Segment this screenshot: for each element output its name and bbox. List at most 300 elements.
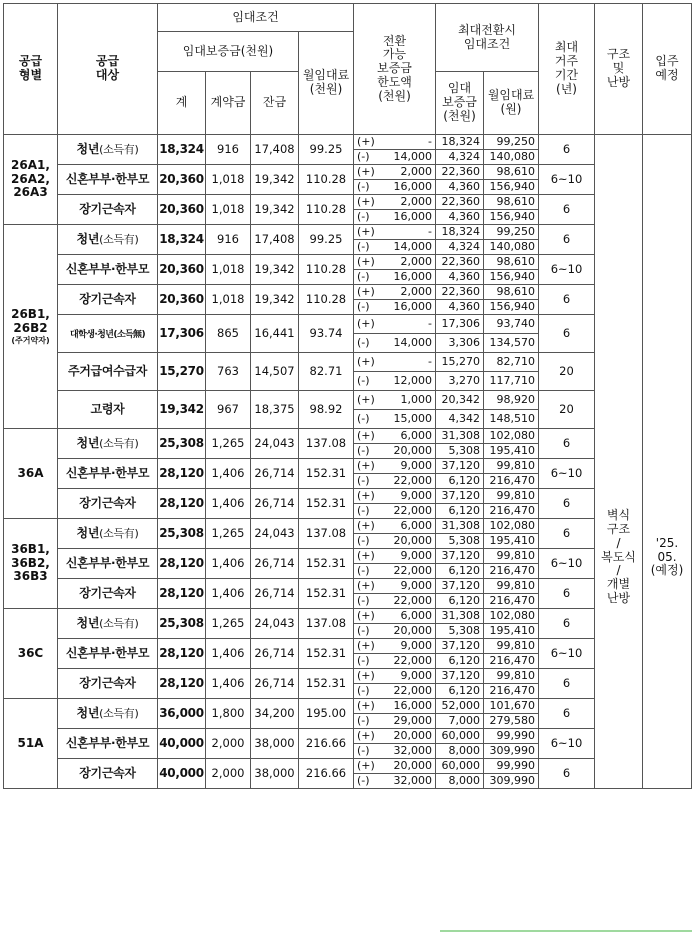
conversion-sign: (+): [357, 316, 375, 330]
deposit-contract: 1,265: [206, 609, 251, 639]
conversion-limit-cell: [354, 180, 436, 195]
conversion-limit-cell: [354, 300, 436, 315]
supply-target-label: 신혼부부·한부모: [65, 645, 150, 660]
supply-target-label: 청년: [76, 705, 100, 720]
converted-deposit: 15,270: [436, 353, 484, 372]
converted-rent: 216,470: [484, 504, 539, 519]
supply-target-cell: [58, 729, 158, 759]
conversion-sign: (+): [357, 608, 375, 622]
conversion-sign: (+): [357, 392, 375, 406]
monthly-rent: 152.31: [299, 639, 354, 669]
table-row: [4, 353, 692, 372]
header-move-in: 입주 예정: [643, 4, 692, 135]
header-total: 계: [158, 72, 206, 135]
conversion-limit-cell: [354, 534, 436, 549]
converted-rent: 101,670: [484, 699, 539, 714]
conversion-amount: 32,000: [393, 773, 432, 787]
conversion-sign: (-): [357, 373, 370, 387]
monthly-rent: 137.08: [299, 609, 354, 639]
conversion-sign: (+): [357, 428, 375, 442]
max-period: 20: [539, 353, 595, 391]
converted-rent: 216,470: [484, 684, 539, 699]
conversion-sign: (-): [357, 209, 370, 223]
converted-rent: 102,080: [484, 609, 539, 624]
conversion-amount: 16,000: [393, 179, 432, 193]
monthly-rent: 216.66: [299, 729, 354, 759]
header-conversion-limit: 전환 가능 보증금 한도액 (천원): [354, 4, 436, 135]
supply-target-sublabel: (소득有): [99, 526, 139, 540]
conversion-sign: (-): [357, 269, 370, 283]
supply-target-label: 장기근속자: [79, 291, 136, 306]
converted-deposit: 31,308: [436, 609, 484, 624]
conversion-sign: (-): [357, 473, 370, 487]
converted-deposit: 6,120: [436, 504, 484, 519]
supply-target-label: 청년: [76, 435, 100, 450]
deposit-contract: 1,265: [206, 519, 251, 549]
deposit-total: 40,000: [158, 729, 206, 759]
deposit-balance: 34,200: [251, 699, 299, 729]
deposit-contract: 1,265: [206, 429, 251, 459]
conversion-sign: (+): [357, 134, 375, 148]
converted-rent: 216,470: [484, 654, 539, 669]
table-row: [4, 459, 692, 474]
supply-target-sublabel: (소득有): [99, 436, 139, 450]
supply-target-cell: [58, 429, 158, 459]
converted-rent: 117,710: [484, 372, 539, 391]
conversion-sign: (-): [357, 653, 370, 667]
deposit-total: 18,324: [158, 225, 206, 255]
conversion-amount: 20,000: [393, 623, 432, 637]
conversion-sign: (+): [357, 284, 375, 298]
converted-rent: 156,940: [484, 270, 539, 285]
header-deposit: 임대보증금(천원): [158, 32, 299, 72]
deposit-contract: 763: [206, 353, 251, 391]
converted-deposit: 18,324: [436, 135, 484, 150]
conversion-sign: (-): [357, 239, 370, 253]
supply-target-label: 고령자: [90, 401, 125, 416]
max-period: 6: [539, 669, 595, 699]
conversion-limit-cell: [354, 759, 436, 774]
conversion-limit-cell: [354, 165, 436, 180]
conversion-amount: 22,000: [393, 473, 432, 487]
supply-target-label: 신혼부부·한부모: [65, 555, 150, 570]
converted-rent: 93,740: [484, 315, 539, 334]
conversion-limit-cell: [354, 195, 436, 210]
deposit-balance: 24,043: [251, 519, 299, 549]
supply-target-cell: [58, 489, 158, 519]
deposit-balance: 17,408: [251, 135, 299, 165]
monthly-rent: 152.31: [299, 669, 354, 699]
table-row: [4, 255, 692, 270]
conversion-limit-cell: [354, 429, 436, 444]
header-max-period: 최대 거주 기간 (년): [539, 4, 595, 135]
conversion-sign: (-): [357, 335, 370, 349]
conversion-limit-cell: [354, 410, 436, 429]
conversion-sign: (-): [357, 149, 370, 163]
supply-type-cell: [4, 519, 58, 609]
conversion-limit-cell: [354, 135, 436, 150]
converted-rent: 140,080: [484, 150, 539, 165]
max-period: 6~10: [539, 165, 595, 195]
rental-conditions-table: [3, 3, 692, 789]
converted-deposit: 4,360: [436, 210, 484, 225]
monthly-rent: 152.31: [299, 459, 354, 489]
conversion-amount: 20,000: [393, 728, 432, 742]
conversion-amount: 16,000: [393, 698, 432, 712]
max-period: 6~10: [539, 549, 595, 579]
converted-rent: 98,920: [484, 391, 539, 410]
max-period: 6: [539, 579, 595, 609]
deposit-balance: 26,714: [251, 639, 299, 669]
conversion-sign: (+): [357, 728, 375, 742]
deposit-contract: 1,406: [206, 489, 251, 519]
conversion-sign: (-): [357, 443, 370, 457]
supply-target-sublabel: (소득有): [99, 616, 139, 630]
supply-target-cell: [58, 669, 158, 699]
deposit-total: 25,308: [158, 609, 206, 639]
header-contract: 계약금: [206, 72, 251, 135]
converted-deposit: 37,120: [436, 579, 484, 594]
supply-target-label: 청년: [76, 141, 100, 156]
deposit-contract: 2,000: [206, 729, 251, 759]
conversion-limit-cell: [354, 255, 436, 270]
supply-target-label: 장기근속자: [79, 495, 136, 510]
max-period: 6: [539, 699, 595, 729]
deposit-balance: 19,342: [251, 285, 299, 315]
supply-target-sublabel: (소득有): [99, 232, 139, 246]
header-conv-deposit: 임대 보증금 (천원): [436, 72, 484, 135]
converted-deposit: 6,120: [436, 474, 484, 489]
conversion-amount: 22,000: [393, 683, 432, 697]
deposit-total: 25,308: [158, 429, 206, 459]
header-supply-target: 공급 대상: [58, 4, 158, 135]
conversion-amount: 9,000: [400, 548, 432, 562]
header-conv-rent: 월임대료 (원): [484, 72, 539, 135]
supply-target-sublabel: (소득有): [99, 706, 139, 720]
max-period: 6~10: [539, 639, 595, 669]
supply-type-label: 26A1, 26A2, 26A3: [11, 157, 50, 200]
converted-rent: 279,580: [484, 714, 539, 729]
header-rental-conditions: 임대조건: [158, 4, 354, 32]
converted-deposit: 5,308: [436, 444, 484, 459]
deposit-balance: 16,441: [251, 315, 299, 353]
header-supply-type: 공급 형별: [4, 4, 58, 135]
conversion-amount: 14,000: [393, 149, 432, 163]
deposit-total: 18,324: [158, 135, 206, 165]
table-row: [4, 429, 692, 444]
conversion-limit-cell: [354, 444, 436, 459]
converted-rent: 99,810: [484, 669, 539, 684]
deposit-total: 36,000: [158, 699, 206, 729]
deposit-total: 20,360: [158, 165, 206, 195]
converted-deposit: 8,000: [436, 774, 484, 789]
converted-rent: 98,610: [484, 195, 539, 210]
table-row: [4, 549, 692, 564]
conversion-limit-cell: [354, 774, 436, 789]
supply-target-label: 신혼부부·한부모: [65, 171, 150, 186]
conversion-sign: (+): [357, 458, 375, 472]
table-row: [4, 135, 692, 150]
monthly-rent: 110.28: [299, 165, 354, 195]
conversion-sign: (-): [357, 623, 370, 637]
conversion-sign: (-): [357, 179, 370, 193]
deposit-total: 28,120: [158, 669, 206, 699]
supply-target-cell: [58, 285, 158, 315]
conversion-limit-cell: [354, 504, 436, 519]
supply-type-cell: [4, 609, 58, 699]
supply-type-label: 26B1, 26B2: [11, 307, 50, 335]
conversion-sign: (-): [357, 563, 370, 577]
conversion-amount: 22,000: [393, 653, 432, 667]
conversion-sign: (+): [357, 254, 375, 268]
deposit-balance: 26,714: [251, 669, 299, 699]
conversion-limit-cell: [354, 579, 436, 594]
conversion-sign: (-): [357, 299, 370, 313]
max-period: 20: [539, 391, 595, 429]
converted-deposit: 5,308: [436, 624, 484, 639]
converted-rent: 195,410: [484, 444, 539, 459]
converted-rent: 102,080: [484, 519, 539, 534]
table-row: [4, 759, 692, 774]
converted-rent: 99,250: [484, 225, 539, 240]
converted-deposit: 31,308: [436, 519, 484, 534]
conversion-limit-cell: [354, 564, 436, 579]
supply-target-cell: [58, 135, 158, 165]
deposit-contract: 865: [206, 315, 251, 353]
conversion-amount: 9,000: [400, 668, 432, 682]
deposit-balance: 26,714: [251, 489, 299, 519]
converted-deposit: 6,120: [436, 654, 484, 669]
move-in-cell: [643, 135, 692, 789]
supply-target-label: 장기근속자: [79, 765, 136, 780]
max-period: 6~10: [539, 459, 595, 489]
monthly-rent: 99.25: [299, 135, 354, 165]
supply-type-sublabel: (주거약자): [11, 335, 50, 345]
supply-type-cell: [4, 225, 58, 429]
converted-rent: 99,810: [484, 489, 539, 504]
monthly-rent: 98.92: [299, 391, 354, 429]
conversion-amount: 22,000: [393, 593, 432, 607]
max-period: 6: [539, 609, 595, 639]
monthly-rent: 152.31: [299, 579, 354, 609]
conversion-limit-cell: [354, 684, 436, 699]
max-period: 6~10: [539, 255, 595, 285]
table-row: [4, 609, 692, 624]
deposit-contract: 1,406: [206, 579, 251, 609]
converted-rent: 148,510: [484, 410, 539, 429]
deposit-total: 28,120: [158, 459, 206, 489]
deposit-contract: 1,018: [206, 165, 251, 195]
converted-deposit: 60,000: [436, 759, 484, 774]
conversion-sign: (+): [357, 638, 375, 652]
deposit-contract: 1,018: [206, 285, 251, 315]
header-monthly-rent: 월임대료 (천원): [299, 32, 354, 135]
deposit-contract: 1,406: [206, 459, 251, 489]
conversion-amount: -: [428, 354, 432, 368]
supply-target-cell: [58, 579, 158, 609]
table-row: [4, 225, 692, 240]
deposit-balance: 38,000: [251, 729, 299, 759]
supply-target-cell: [58, 459, 158, 489]
conversion-limit-cell: [354, 391, 436, 410]
conversion-limit-cell: [354, 353, 436, 372]
table-row: [4, 519, 692, 534]
move-in-text: '25. 05. (예정): [650, 535, 684, 578]
conversion-amount: 20,000: [393, 533, 432, 547]
table-body: [4, 135, 692, 789]
conversion-limit-cell: [354, 549, 436, 564]
supply-target-label: 신혼부부·한부모: [65, 261, 150, 276]
supply-target-cell: [58, 255, 158, 285]
monthly-rent: 137.08: [299, 519, 354, 549]
bottom-accent-line: [440, 930, 692, 932]
converted-deposit: 22,360: [436, 165, 484, 180]
converted-deposit: 60,000: [436, 729, 484, 744]
supply-target-label: 장기근속자: [79, 675, 136, 690]
converted-deposit: 37,120: [436, 459, 484, 474]
structure-text: 벽식 구조 / 복도식 / 개별 난방: [601, 508, 636, 605]
conversion-limit-cell: [354, 519, 436, 534]
supply-type-cell: [4, 699, 58, 789]
conversion-limit-cell: [354, 225, 436, 240]
monthly-rent: 93.74: [299, 315, 354, 353]
deposit-total: 19,342: [158, 391, 206, 429]
conversion-amount: 6,000: [400, 608, 432, 622]
deposit-balance: 19,342: [251, 195, 299, 225]
deposit-contract: 1,406: [206, 639, 251, 669]
monthly-rent: 110.28: [299, 195, 354, 225]
max-period: 6: [539, 315, 595, 353]
table-row: [4, 579, 692, 594]
converted-rent: 99,810: [484, 579, 539, 594]
deposit-contract: 1,800: [206, 699, 251, 729]
conversion-sign: (+): [357, 698, 375, 712]
converted-rent: 99,810: [484, 549, 539, 564]
table-row: [4, 639, 692, 654]
supply-target-label: 청년: [76, 525, 100, 540]
monthly-rent: 110.28: [299, 285, 354, 315]
table-row: [4, 489, 692, 504]
conversion-amount: 6,000: [400, 428, 432, 442]
max-period: 6: [539, 195, 595, 225]
conversion-sign: (+): [357, 164, 375, 178]
table-row: [4, 195, 692, 210]
supply-type-label: 51A: [17, 735, 44, 750]
converted-deposit: 4,360: [436, 300, 484, 315]
conversion-sign: (+): [357, 194, 375, 208]
converted-rent: 99,810: [484, 459, 539, 474]
supply-target-cell: [58, 195, 158, 225]
converted-rent: 102,080: [484, 429, 539, 444]
deposit-balance: 14,507: [251, 353, 299, 391]
deposit-contract: 967: [206, 391, 251, 429]
conversion-amount: 2,000: [400, 164, 432, 178]
converted-deposit: 37,120: [436, 669, 484, 684]
max-period: 6: [539, 489, 595, 519]
converted-rent: 156,940: [484, 300, 539, 315]
conversion-limit-cell: [354, 334, 436, 353]
conversion-limit-cell: [354, 459, 436, 474]
supply-type-cell: [4, 429, 58, 519]
deposit-contract: 916: [206, 225, 251, 255]
converted-deposit: 22,360: [436, 195, 484, 210]
conversion-sign: (-): [357, 683, 370, 697]
conversion-amount: 16,000: [393, 299, 432, 313]
conversion-amount: 1,000: [400, 392, 432, 406]
supply-target-label: 장기근속자: [79, 585, 136, 600]
deposit-contract: 2,000: [206, 759, 251, 789]
converted-deposit: 4,360: [436, 180, 484, 195]
monthly-rent: 195.00: [299, 699, 354, 729]
converted-deposit: 6,120: [436, 564, 484, 579]
supply-target-label: 청년: [76, 231, 100, 246]
supply-target-sublabel: (소득有): [99, 142, 139, 156]
supply-target-cell: [58, 391, 158, 429]
conversion-amount: 2,000: [400, 254, 432, 268]
deposit-balance: 18,375: [251, 391, 299, 429]
conversion-limit-cell: [354, 624, 436, 639]
supply-target-cell: [58, 165, 158, 195]
converted-rent: 195,410: [484, 624, 539, 639]
deposit-total: 15,270: [158, 353, 206, 391]
header-structure: 구조 및 난방: [595, 4, 643, 135]
supply-target-label: 청년: [76, 615, 100, 630]
conversion-sign: (+): [357, 548, 375, 562]
table-row: [4, 729, 692, 744]
converted-deposit: 4,342: [436, 410, 484, 429]
converted-deposit: 31,308: [436, 429, 484, 444]
supply-target-cell: [58, 353, 158, 391]
max-period: 6: [539, 225, 595, 255]
conversion-amount: 9,000: [400, 488, 432, 502]
conversion-amount: -: [428, 134, 432, 148]
conversion-limit-cell: [354, 609, 436, 624]
supply-target-cell: [58, 519, 158, 549]
conversion-limit-cell: [354, 372, 436, 391]
converted-deposit: 3,270: [436, 372, 484, 391]
supply-target-cell: [58, 609, 158, 639]
conversion-limit-cell: [354, 285, 436, 300]
conversion-sign: (-): [357, 411, 370, 425]
conversion-limit-cell: [354, 729, 436, 744]
max-period: 6~10: [539, 729, 595, 759]
converted-deposit: 17,306: [436, 315, 484, 334]
converted-deposit: 37,120: [436, 639, 484, 654]
converted-deposit: 18,324: [436, 225, 484, 240]
deposit-contract: 916: [206, 135, 251, 165]
conversion-amount: -: [428, 316, 432, 330]
converted-rent: 216,470: [484, 594, 539, 609]
supply-target-label: 대학생·청년(소득無): [70, 329, 145, 340]
max-period: 6: [539, 429, 595, 459]
table-row: [4, 165, 692, 180]
supply-target-label: 신혼부부·한부모: [65, 735, 150, 750]
conversion-limit-cell: [354, 714, 436, 729]
converted-deposit: 8,000: [436, 744, 484, 759]
conversion-limit-cell: [354, 240, 436, 255]
deposit-balance: 38,000: [251, 759, 299, 789]
conversion-amount: 29,000: [393, 713, 432, 727]
conversion-sign: (-): [357, 533, 370, 547]
converted-rent: 99,990: [484, 729, 539, 744]
converted-rent: 309,990: [484, 744, 539, 759]
max-period: 6: [539, 759, 595, 789]
converted-rent: 99,990: [484, 759, 539, 774]
conversion-amount: 2,000: [400, 194, 432, 208]
converted-rent: 99,250: [484, 135, 539, 150]
table-row: [4, 315, 692, 334]
converted-rent: 195,410: [484, 534, 539, 549]
